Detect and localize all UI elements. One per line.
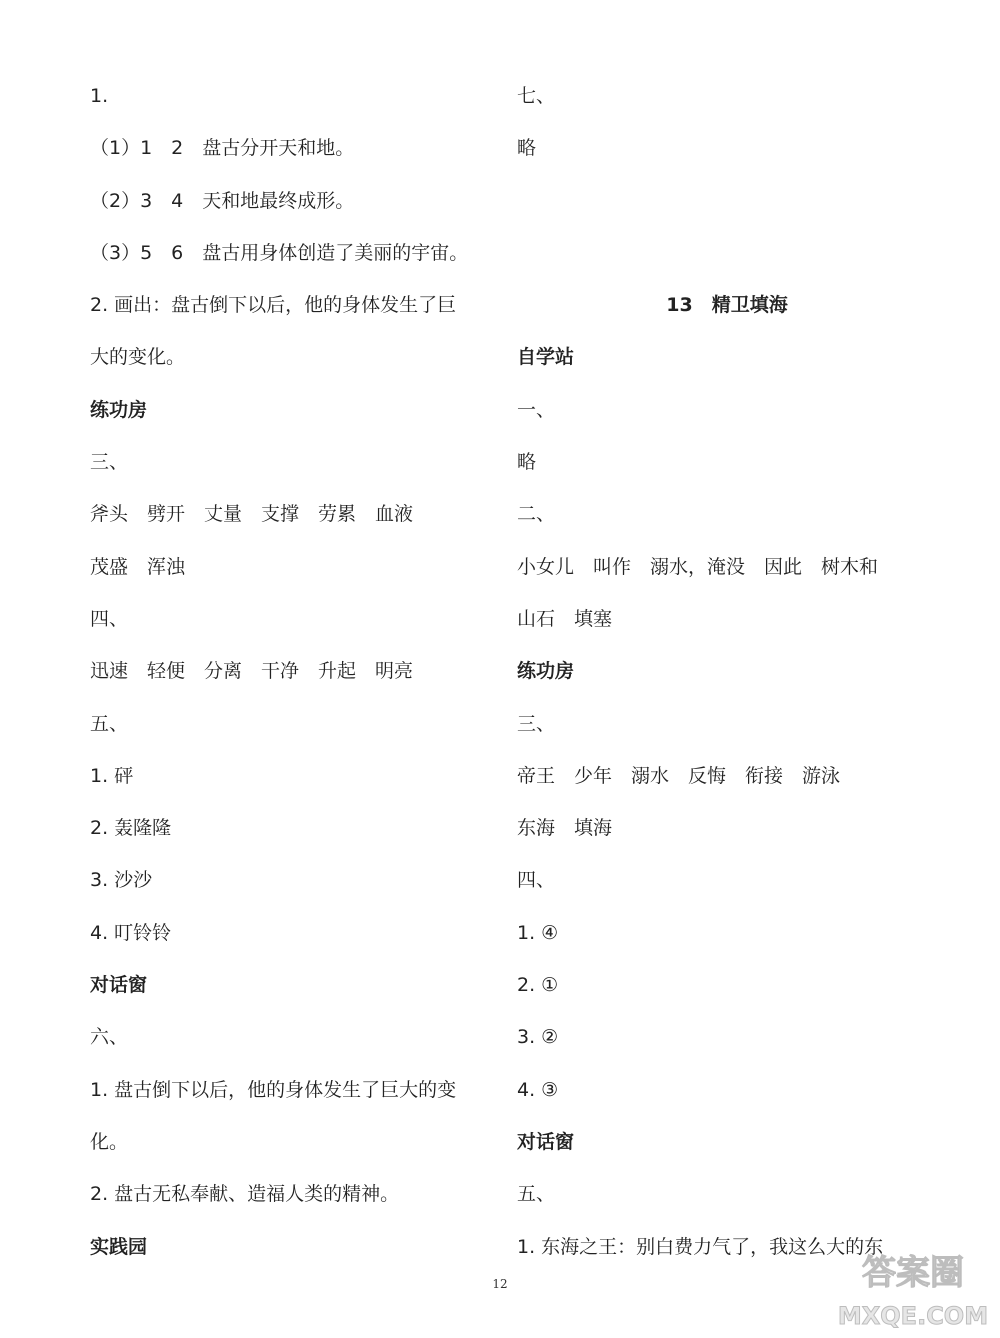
section-heading: 自学站 xyxy=(517,346,575,369)
text-line: 迅速 轻便 分离 干净 升起 明亮 xyxy=(90,660,414,683)
text-line: 四、 xyxy=(90,607,129,630)
text-line: 1. xyxy=(90,85,109,107)
text-line: 3. 沙沙 xyxy=(90,869,153,892)
text-line: 斧头 劈开 丈量 支撑 劳累 血液 xyxy=(90,503,414,526)
text-line: 二、 xyxy=(517,503,556,526)
text-line: 七、 xyxy=(517,85,556,107)
text-line: 2. 画出：盘古倒下以后，他的身体发生了巨 xyxy=(90,294,457,317)
text-line: 四、 xyxy=(517,869,556,892)
watermark-logo xyxy=(828,1242,998,1334)
section-heading: 实践园 xyxy=(90,1235,148,1258)
text-line: 五、 xyxy=(90,712,129,735)
text-line: 大的变化。 xyxy=(90,346,186,369)
text-line: 化。 xyxy=(90,1130,129,1153)
text-line: 略 xyxy=(517,137,537,160)
text-line: 茂盛 浑浊 xyxy=(90,555,186,578)
page-number: 12 xyxy=(492,1277,508,1291)
text-line: 2. 盘古无私奉献、造福人类的精神。 xyxy=(90,1183,400,1206)
text-line: 1. 东海之王：别白费力气了，我这么大的东 xyxy=(517,1235,884,1258)
section-heading: 练功房 xyxy=(517,660,575,683)
text-line: 4. ③ xyxy=(517,1078,559,1101)
text-line: 3. ② xyxy=(517,1026,559,1049)
text-line: 六、 xyxy=(90,1026,129,1049)
text-line: （2）3 4 天和地最终成形。 xyxy=(90,189,355,212)
right-column xyxy=(517,70,937,1273)
text-line: 五、 xyxy=(517,1183,556,1206)
left-column xyxy=(90,70,490,1273)
section-heading: 对话窗 xyxy=(90,974,148,997)
text-line: 小女儿 叫作 溺水，淹没 因此 树木和 xyxy=(517,555,879,578)
section-heading: 练功房 xyxy=(90,398,148,421)
text-line: （1）1 2 盘古分开天和地。 xyxy=(90,137,355,160)
text-line: 4. 叮铃铃 xyxy=(90,921,172,944)
text-line: 2. ① xyxy=(517,974,559,997)
text-line: 山石 填塞 xyxy=(517,607,613,630)
text-line: 2. 轰隆隆 xyxy=(90,817,172,840)
section-heading: 13 精卫填海 xyxy=(666,294,788,317)
text-line: （3）5 6 盘古用身体创造了美丽的宇宙。 xyxy=(90,241,469,264)
text-line: 三、 xyxy=(90,451,129,474)
text-line: 三、 xyxy=(517,712,556,735)
watermark-title: 答案圈 xyxy=(862,1253,964,1293)
watermark-url: MXQE.COM xyxy=(837,1302,989,1330)
blank-line xyxy=(517,227,937,279)
text-line: 帝王 少年 溺水 反悔 衔接 游泳 xyxy=(517,764,841,787)
text-line: 1. 盘古倒下以后，他的身体发生了巨大的变 xyxy=(90,1078,457,1101)
blank-line xyxy=(517,175,937,227)
text-line: 一、 xyxy=(517,398,556,421)
text-line: 1. 砰 xyxy=(90,764,134,787)
section-heading: 对话窗 xyxy=(517,1130,575,1153)
text-line: 东海 填海 xyxy=(517,817,613,840)
text-line: 略 xyxy=(517,451,537,474)
text-line: 1. ④ xyxy=(517,921,559,944)
